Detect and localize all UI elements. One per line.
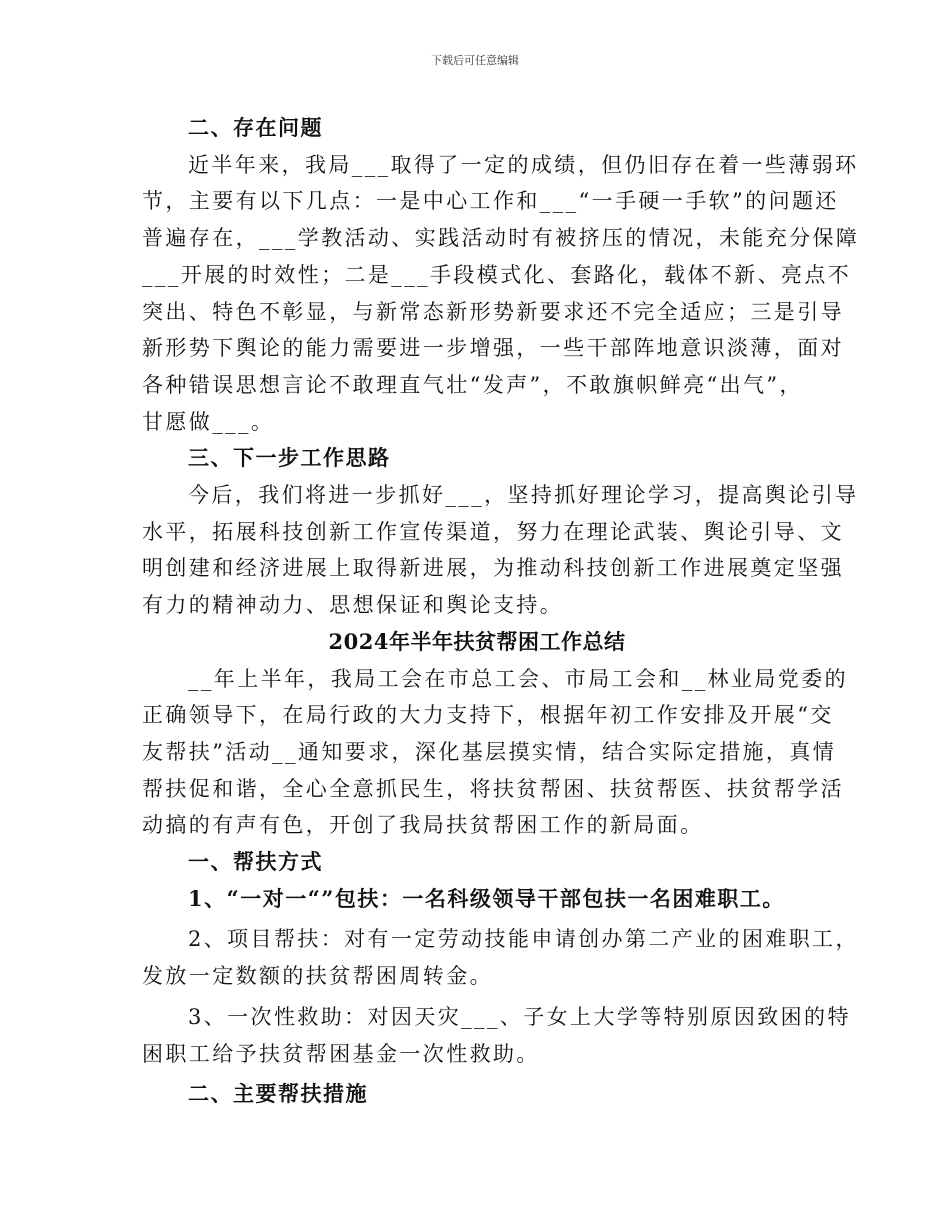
document-body — [142, 110, 860, 1113]
section-heading: 二、存在问题 — [188, 115, 323, 140]
page-header-note: 下载后可任意编辑 — [431, 54, 519, 67]
paragraph-line: 动搞的有声有色，开创了我局扶贫帮困工作的新局面。 — [142, 813, 704, 838]
paragraph-line: 各种错误思想言论不敢理直气壮“发声”，不敢旗帜鲜亮“出气”， — [142, 372, 803, 397]
paragraph-line: __年上半年，我局工会在市总工会、市局工会和__林业局党委的 — [188, 666, 848, 691]
paragraph-line: ___开展的时效性；二是___手段模式化、套路化，载体不新、亮点不 — [142, 262, 852, 287]
paragraph-line: 困职工给予扶贫帮困基金一次性救助。 — [142, 1041, 540, 1066]
paragraph-line: 近半年来，我局___取得了一定的成绩，但仍旧存在着一些薄弱环 — [188, 152, 859, 177]
section-heading: 一、帮扶方式 — [188, 849, 323, 875]
paragraph-line: 突出、特色不彰显，与新常态新形势新要求还不完全适应；三是引导 — [142, 299, 844, 324]
paragraph-line: 帮扶促和谐，全心全意抓民生，将扶贫帮困、扶贫帮医、扶贫帮学活 — [142, 776, 844, 801]
paragraph-line: 3、一次性救助：对因天灾___、子女上大学等特别原因致困的特 — [188, 1004, 851, 1029]
paragraph-line: 节，主要有以下几点：一是中心工作和___“一手硬一手软”的问题还 — [142, 189, 839, 214]
paragraph-line: 普遍存在，___学教活动、实践活动时有被挤压的情况，未能充分保障 — [142, 226, 860, 251]
paragraph-line: 2、项目帮扶：对有一定劳动技能申请创办第二产业的困难职工， — [188, 927, 859, 952]
document-title: 2024年半年扶贫帮困工作总结 — [328, 628, 626, 654]
paragraph-line: 明创建和经济进展上取得新进展，为推动科技创新工作进展奠定坚强 — [142, 556, 844, 581]
paragraph-line: 水平，拓展科技创新工作宣传渠道，努力在理论武装、舆论引导、文 — [142, 519, 844, 544]
paragraph-line: 友帮扶”活动__通知要求，深化基层摸实情，结合实际定措施，真情 — [142, 739, 837, 764]
section-heading: 二、主要帮扶措施 — [188, 1081, 368, 1107]
paragraph-line: 有力的精神动力、思想保证和舆论支持。 — [142, 593, 564, 618]
paragraph-line: 今后，我们将进一步抓好___，坚持抓好理论学习，提高舆论引导 — [188, 483, 859, 508]
section-heading: 三、下一步工作思路 — [188, 445, 391, 471]
paragraph-line: 发放一定数额的扶贫帮困周转金。 — [142, 964, 493, 989]
section-heading: 1、“一对一“”包扶：一名科级领导干部包扶一名困难职工。 — [188, 885, 785, 911]
paragraph-line: 新形势下舆论的能力需要进一步增强，一些干部阵地意识淡薄，面对 — [142, 336, 844, 361]
paragraph-line: 甘愿做___。 — [142, 409, 275, 434]
paragraph-line: 正确领导下，在局行政的大力支持下，根据年初工作安排及开展“交 — [142, 703, 834, 728]
